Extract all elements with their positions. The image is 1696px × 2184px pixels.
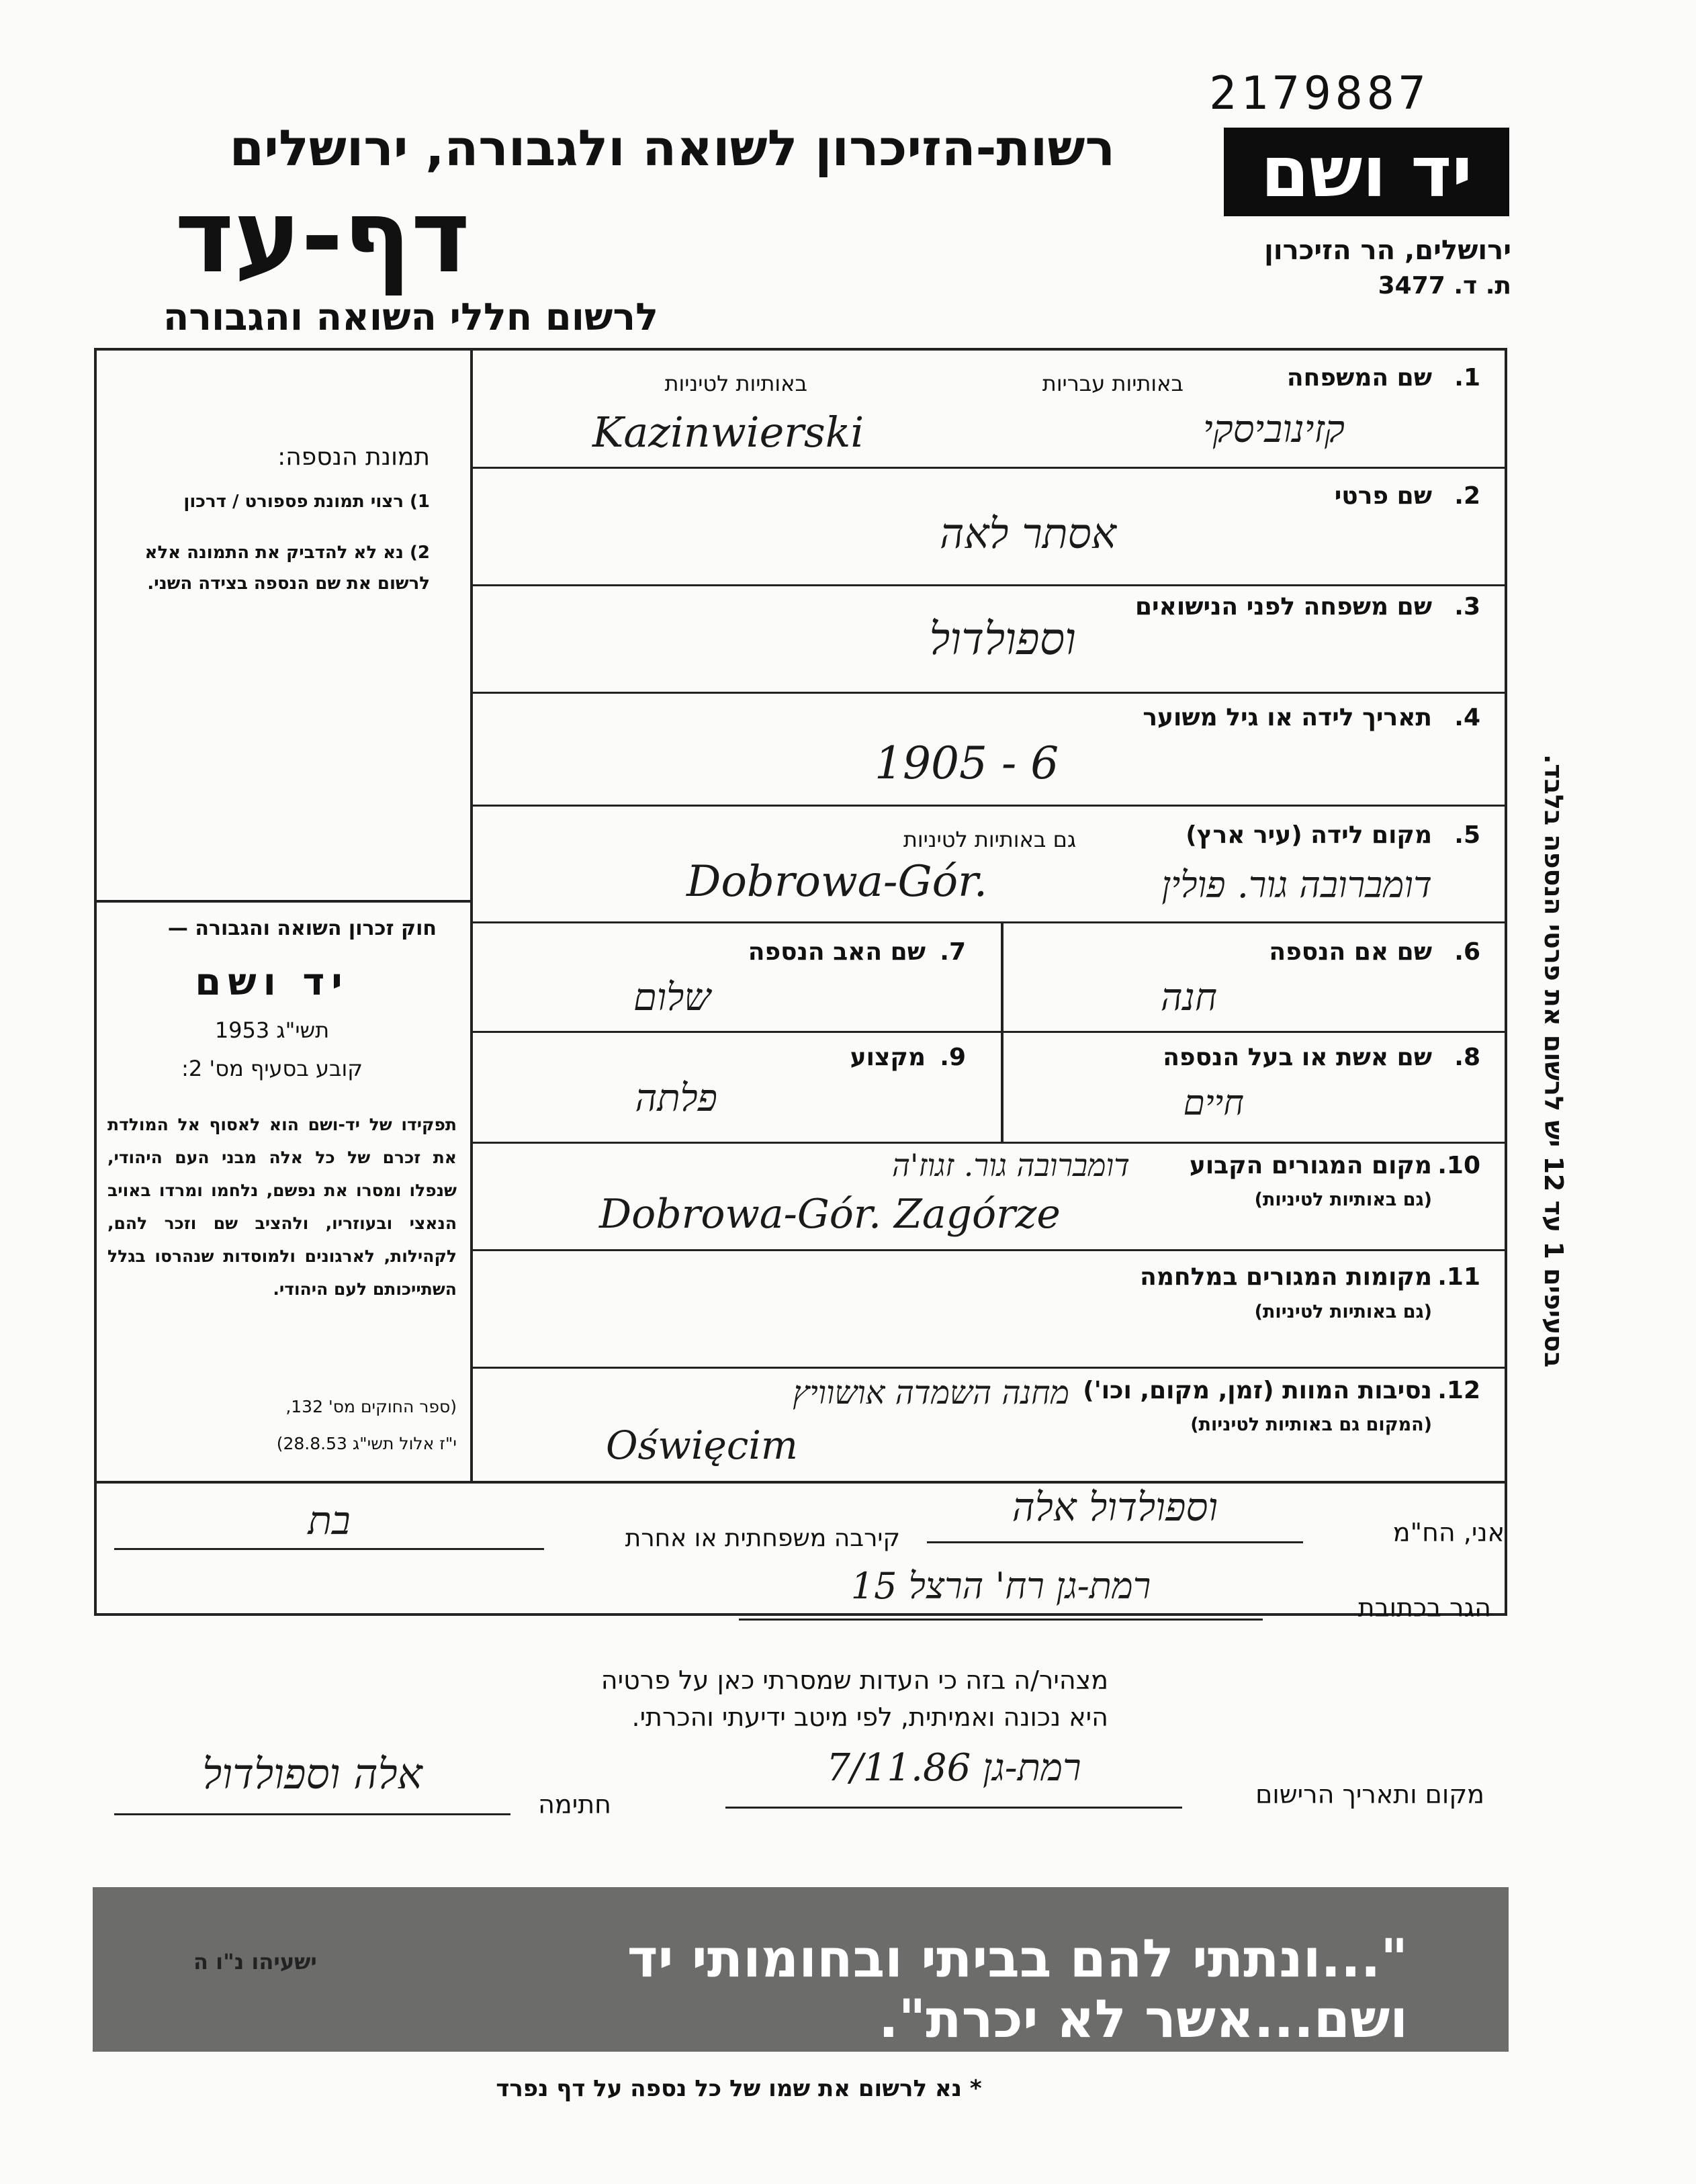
- field-6: [1003, 923, 1506, 1031]
- field-1-label: שם המשפחה: [1286, 364, 1432, 392]
- place-date-value[interactable]: רמת-גן 7/11.86: [826, 1746, 1081, 1790]
- declaration-name[interactable]: וספולדול אלה: [1012, 1484, 1218, 1530]
- field-12-sublabel: (המקום גם באותיות לטיניות): [1190, 1414, 1432, 1435]
- photo-note-1: 1) רצוי תמונת פספורט / דרכון: [183, 492, 430, 512]
- law-clause: קובע בסעיף מס' 2:: [181, 1056, 363, 1081]
- field-12: [472, 1369, 1506, 1480]
- signature-value[interactable]: אלה וספולדול: [202, 1749, 422, 1799]
- law-year: תשי"ג 1953: [214, 1017, 330, 1043]
- field-7-number: 7.: [940, 938, 966, 966]
- field-9-value[interactable]: פלתה: [635, 1077, 717, 1120]
- document-number: 2179887: [1209, 67, 1430, 120]
- signature-label: חתימה: [538, 1790, 611, 1819]
- footer-note: * נא לרשום את שמו של כל נספה על דף נפרד: [496, 2075, 982, 2102]
- logo-text: יד ושם: [1261, 131, 1472, 213]
- field-4: [472, 694, 1506, 803]
- field-5-value-latin[interactable]: Dobrowa-Gór.: [686, 857, 988, 907]
- name-underline: [927, 1541, 1303, 1543]
- field-12-number: 12.: [1437, 1377, 1480, 1404]
- declaration-relation[interactable]: בת: [308, 1498, 351, 1543]
- law-name: יד ושם: [195, 960, 349, 1004]
- field-12-value-hebrew[interactable]: מחנה השמדה אושוויץ: [793, 1374, 1069, 1412]
- field-2-label: שם פרטי: [1334, 482, 1432, 510]
- field-12-value-latin[interactable]: Oświęcim: [606, 1422, 798, 1468]
- field-5-latin-hint: גם באותיות לטיניות: [903, 827, 1076, 852]
- field-2-value[interactable]: אסתר לאה: [940, 509, 1116, 558]
- field-11: [472, 1251, 1506, 1365]
- field-4-number: 4.: [1454, 704, 1480, 731]
- field-7-value[interactable]: שלום: [633, 976, 711, 1019]
- declaration-divider: [94, 1481, 1507, 1484]
- yad-vashem-logo: [1224, 128, 1509, 216]
- field-5-number: 5.: [1454, 821, 1480, 849]
- place-date-underline: [725, 1807, 1182, 1809]
- field-10: [472, 1144, 1506, 1248]
- field-1-hebrew-hint: באותיות עבריות: [1042, 371, 1184, 396]
- field-1: [472, 351, 1506, 466]
- left-column-break: [94, 900, 472, 903]
- field-10-value-hebrew[interactable]: דומברובה גור. זגוז'ה: [891, 1147, 1130, 1183]
- field-1-value-latin[interactable]: Kazinwierski: [592, 408, 864, 457]
- field-6-label: שם אם הנספה: [1269, 938, 1432, 966]
- field-11-label: מקומות המגורים במלחמה: [1140, 1263, 1432, 1291]
- field-10-number: 10.: [1437, 1152, 1480, 1179]
- field-9: [472, 1033, 999, 1140]
- authority-title: רשות-הזיכרון לשואה ולגבורה, ירושלים: [229, 120, 1115, 177]
- address-line1: ירושלים, הר הזיכרון: [1264, 235, 1511, 266]
- subtitle: לרשום חללי השואה והגבורה: [163, 295, 658, 339]
- field-10-value-latin[interactable]: Dobrowa-Gór. Zagórze: [599, 1191, 1061, 1238]
- field-3-number: 3.: [1454, 593, 1480, 621]
- place-date-label: מקום ותאריך הרישום: [1255, 1780, 1484, 1809]
- field-12-label: נסיבות המוות (זמן, מקום, וכו'): [1083, 1377, 1432, 1404]
- field-8-label: שם אשת או בעל הנספה: [1163, 1044, 1432, 1071]
- field-11-number: 11.: [1437, 1263, 1480, 1291]
- photo-title: תמונת הנספה:: [277, 443, 430, 471]
- field-9-number: 9.: [940, 1044, 966, 1071]
- field-8-value[interactable]: חיים: [1183, 1083, 1244, 1124]
- banner-source: ישעיהו נ"ו ה: [193, 1949, 317, 1974]
- law-heading: חוק זכרון השואה והגבורה —: [167, 917, 437, 940]
- field-11-sublabel: (גם באותיות לטיניות): [1254, 1302, 1432, 1322]
- quote-banner: [93, 1887, 1509, 2052]
- field-4-label: תאריך לידה או גיל משוער: [1143, 704, 1432, 731]
- field-3: [472, 586, 1506, 690]
- field-10-label: מקום המגורים הקבוע: [1189, 1152, 1432, 1179]
- field-6-number: 6.: [1454, 938, 1480, 966]
- declaration-relation-label: קירבה משפחתית או אחרת: [625, 1525, 900, 1552]
- law-source: (ספר החוקים מס' 132,: [285, 1397, 457, 1416]
- field-1-value-hebrew[interactable]: קזינוביסקי: [1203, 408, 1345, 451]
- field-5-label: מקום לידה (עיר ארץ): [1186, 821, 1432, 849]
- address-line2: ת. ד. 3477: [1378, 272, 1511, 300]
- field-8: [1003, 1033, 1506, 1140]
- field-4-value[interactable]: 1905 - 6: [875, 737, 1059, 789]
- form-title: דף-עד: [175, 179, 470, 295]
- field-3-value[interactable]: וספולדול: [929, 613, 1076, 665]
- signature-underline: [114, 1813, 510, 1815]
- field-7-label: שם האב הנספה: [748, 938, 926, 966]
- field-6-value[interactable]: חנה: [1160, 976, 1217, 1019]
- declaration-statement-1: מצהיר/ה בזה כי העדות שמסרתי כאן על פרטיה: [600, 1666, 1108, 1695]
- field-9-label: מקצוע: [850, 1044, 926, 1071]
- declaration-address-label: הגר בכתובת: [1357, 1593, 1491, 1623]
- field-5-value-hebrew[interactable]: דומברובה גור. פולין: [1161, 864, 1432, 906]
- field-8-number: 8.: [1454, 1044, 1480, 1071]
- field-10-sublabel: (גם באותיות לטיניות): [1254, 1189, 1432, 1210]
- field-2-number: 2.: [1454, 482, 1480, 510]
- field-5: [472, 807, 1506, 921]
- address-underline: [739, 1619, 1263, 1621]
- field-1-latin-hint: באותיות לטיניות: [664, 371, 807, 396]
- photo-note-2: 2) נא לא להדביק את התמונה אלא לרשום את שם הנספה בצידה השני.: [144, 543, 430, 594]
- law-text: תפקידו של יד-ושם הוא לאסוף אל המולדת את זכרם של כל אלה מבני העם היהודי, שנפלו ומסרו את נפשם, נלחמו ומרדו באויב הנאצי ובעוזריו, ולהציב שם וזכר להם, לקהילות, לארגונים ולמוסדות שנהרסו בגלל השתייכותם לעם היהודי.: [107, 1115, 457, 1299]
- declaration-statement-2: היא נכונה ואמיתית, לפי מיטב ידיעתי והכרתי.: [631, 1702, 1108, 1732]
- side-note: בסעיפים 1 עד 12 יש לרשום את פרטי הנספה בלבד.: [1539, 754, 1568, 1368]
- field-1-number: 1.: [1454, 364, 1480, 392]
- law-date: י"ז אלול תשי"ג 28.8.53): [276, 1434, 457, 1453]
- field-2: [472, 469, 1506, 583]
- field-7: [472, 923, 999, 1031]
- declaration-i-label: אני, הח"מ: [1392, 1518, 1505, 1547]
- declaration-address[interactable]: רמת-גן רח' הרצל 15: [850, 1565, 1151, 1607]
- field-3-label: שם משפחה לפני הנישואים: [1134, 593, 1432, 621]
- relation-underline: [114, 1548, 544, 1550]
- banner-quote: "...ונתתי להם בביתי ובחומותי יד ושם...אשר לא יכרת".: [627, 1929, 1408, 2050]
